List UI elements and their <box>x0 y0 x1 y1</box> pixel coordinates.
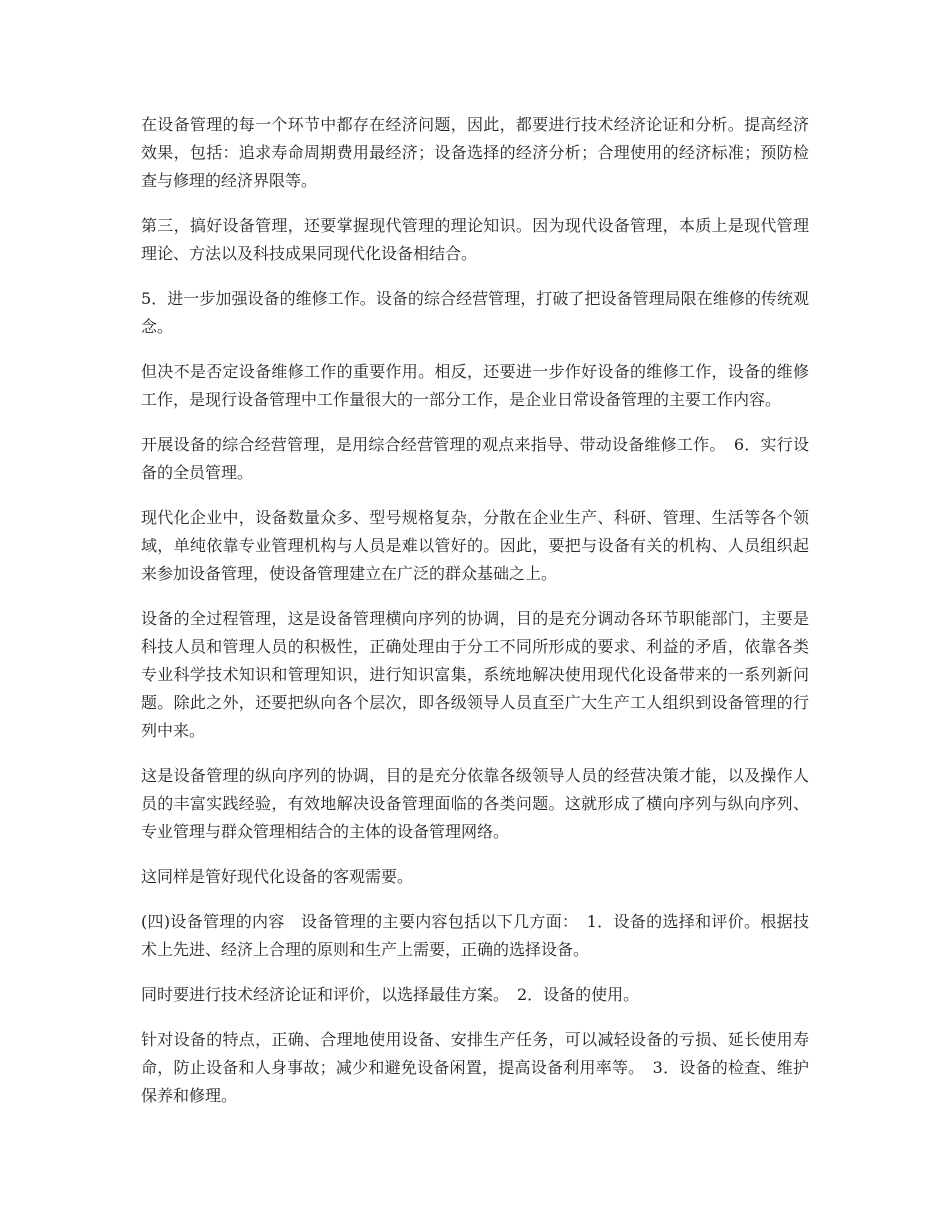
paragraph-7: 设备的全过程管理，这是设备管理横向序列的协调，目的是充分调动各环节职能部门，主要是科技人员和管理人员的积极性，正确处理由于分工不同所形成的要求、利益的矛盾，依靠各类专业科学技术知识和管理知识，进行知识富集，系统地解决使用现代化设备带来的一系列新问题。除此之外，还要把纵向各个层次，即各级领导人员直至广大生产工人组织到设备管理的行列中来。 <box>141 609 809 740</box>
paragraph-9: 这同样是管好现代化设备的客观需要。 <box>141 867 414 886</box>
paragraph-11: 同时要进行技术经济论证和评价，以选择最佳方案。 2．设备的使用。 <box>141 985 640 1004</box>
paragraph-3: 5．进一步加强设备的维修工作。设备的综合经营管理，打破了把设备管理局限在维修的传统观念。 <box>141 289 809 336</box>
document-body <box>141 111 809 1127</box>
paragraph-5: 开展设备的综合经营管理，是用综合经营管理的观点来指导、带动设备维修工作。 6．实行设备的全员管理。 <box>141 435 809 482</box>
paragraph-8: 这是设备管理的纵向序列的协调，目的是充分依靠各级领导人员的经营决策才能，以及操作人员的丰富实践经验，有效地解决设备管理面临的各类问题。这就形成了横向序列与纵向序列、专业管理与群众管理相结合的主体的设备管理网络。 <box>141 766 809 841</box>
paragraph-4: 但决不是否定设备维修工作的重要作用。相反，还要进一步作好设备的维修工作，设备的维修工作，是现行设备管理中工作量很大的一部分工作，是企业日常设备管理的主要工作内容。 <box>141 362 809 409</box>
paragraph-12: 针对设备的特点，正确、合理地使用设备、安排生产任务，可以减轻设备的亏损、延长使用寿命，防止设备和人身事故；减少和避免设备闲置，提高设备利用率等。 3．设备的检查、维护保养和修理。 <box>141 1030 809 1105</box>
paragraph-1: 在设备管理的每一个环节中都存在经济问题，因此，都要进行技术经济论证和分析。提高经济效果，包括：追求寿命周期费用最经济；设备选择的经济分析；合理使用的经济标准；预防检查与修理的经济界限等。 <box>141 115 809 190</box>
paragraph-6: 现代化企业中，设备数量众多、型号规格复杂，分散在企业生产、科研、管理、生活等各个领域，单纯依靠专业管理机构与人员是难以管好的。因此，要把与设备有关的机构、人员组织起来参加设备管理，使设备管理建立在广泛的群众基础之上。 <box>141 508 809 583</box>
paragraph-10: (四)设备管理的内容 设备管理的主要内容包括以下几方面： 1．设备的选择和评价。根据技术上先进、经济上合理的原则和生产上需要，正确的选择设备。 <box>141 912 809 959</box>
paragraph-2: 第三，搞好设备管理，还要掌握现代管理的理论知识。因为现代设备管理，本质上是现代管理理论、方法以及科技成果同现代化设备相结合。 <box>141 216 809 263</box>
